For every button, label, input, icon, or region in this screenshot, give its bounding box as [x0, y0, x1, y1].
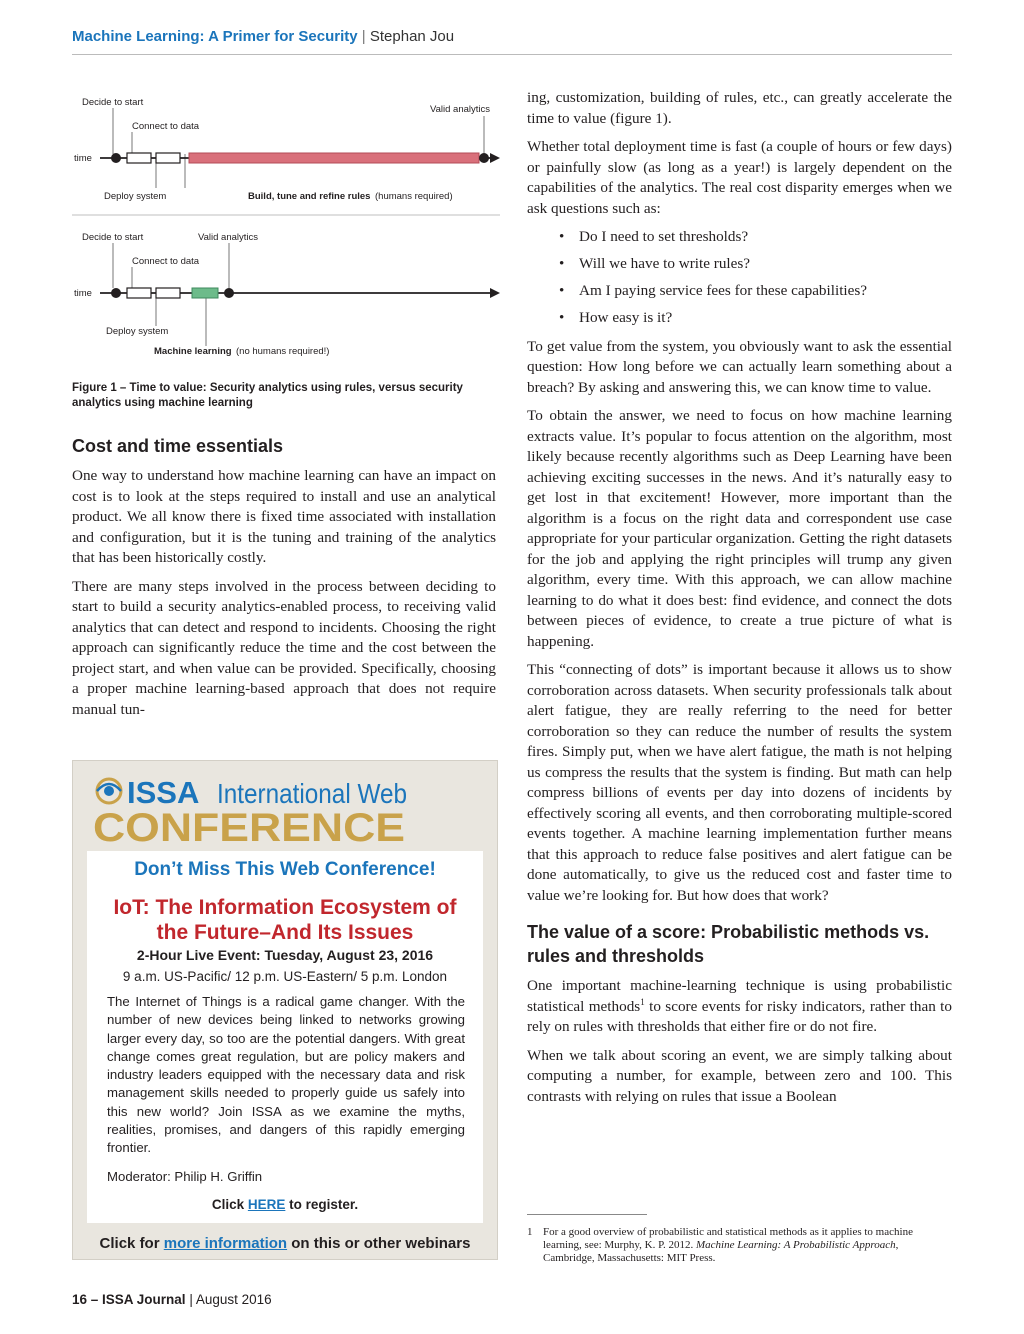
ad-panel [87, 851, 483, 1223]
more-information-link[interactable]: more information [163, 1235, 288, 1252]
top-valid-dot [479, 153, 489, 163]
ad-moderator: Moderator: Philip H. Griffin [107, 1169, 263, 1184]
figure-1 [72, 88, 502, 388]
list-item: • Do I need to set thresholds? [559, 227, 952, 248]
footer-date: August 2016 [195, 1292, 272, 1307]
section-heading-cost: Cost and time essentials [72, 436, 284, 456]
ad-event-times: 9 a.m. US-Pacific/ 12 p.m. US-Eastern/ 5 p.m. London [122, 969, 448, 984]
header-author: Stephan Jou [369, 28, 455, 45]
ad-description: The Internet of Things is a radical game changer. With the number of new devices being linked to networks growing larger every day, so too are the potential dangers. With great change comes great regulation, but are policy makers and industry leaders equipped with the necessary data and risk management skills needed to properly guide us safely into this new world? Join ISSA as we examine the myths, realities, promises, and dangers of this rapidly emerging frontier. [107, 994, 465, 1156]
section-heading-score: The value of a score: Probabilistic methods vs. rules and thresholds [527, 922, 930, 966]
top-connect-label: Connect to data [132, 121, 200, 132]
footnote-post: , Cambridge, Massachusetts: MIT Press. [543, 1239, 899, 1264]
footer-separator: | [189, 1292, 193, 1307]
footer-page: 16 – ISSA Journal [72, 1292, 186, 1307]
p6-pre: One important machine-learning technique is using probabilistic statistical methods [527, 977, 952, 1015]
figure-caption: Figure 1 – Time to value: Security analytics using rules, versus security analytics using machine learning [72, 382, 463, 409]
register-here-link[interactable]: HERE [247, 1197, 286, 1212]
left-paragraph-2: There are many steps involved in the process between deciding to start to build a security analytics-enabled process, to receiving valid analytics that can detect and respond to incidents. Choosing the right approach can significantly reduce the time and the cost between the project start, and when value can be provided. Specifically, choosing a proper machine learning-based approach that does not require manual tun- [72, 577, 496, 718]
footnote-ref: 1 [640, 996, 645, 1007]
bottom-ml-bar [192, 288, 218, 298]
bottom-start-dot [111, 288, 121, 298]
right-column [527, 88, 952, 1115]
bottom-connect-box [156, 288, 180, 298]
footnote-number: 1 [527, 1226, 533, 1238]
globe-icon [97, 779, 121, 803]
bottom-ml-label: Machine learning [154, 346, 232, 357]
top-decide-label: Decide to start [82, 97, 144, 108]
ad-register-pre: Click [211, 1197, 248, 1212]
footnote [527, 1226, 952, 1265]
header-separator: | [361, 28, 366, 45]
bottom-connect-label: Connect to data [132, 256, 200, 267]
logo-international-web: International Web [217, 778, 407, 809]
top-time-label: time [74, 153, 92, 164]
top-start-dot [111, 153, 121, 163]
footnote-text [543, 1226, 952, 1265]
ad-more-info-line [73, 1235, 497, 1252]
issa-conference-logo [91, 769, 491, 849]
top-deploy-box [127, 153, 151, 163]
top-deploy-label: Deploy system [104, 191, 167, 202]
right-paragraph-5: This “connecting of dots” is important because it allows us to show corroboration across datasets. When security professionals talk about alert fatigue, they are really referring to the need for better corroboration so they can reduce the number of results the system fires. Simply put, when we have alert fatigue, the math is not helping us compress the results that the system is finding. But math can help compress billions of events per day into dozens of incidents by effectively scoring all events, and then corroborating multiple-scored events together. A machine learning implementation further means that this approach to reduce false positives and alert fatigue can be done automatically, to give us the reduced cost and faster time to value we’re looking for. But how does that work? [527, 661, 952, 904]
right-paragraph-4: To obtain the answer, we need to focus on how machine learning extracts value. It’s popular to focus attention on the algorithm, most likely because recently algorithms such as Deep Learning have been achieving exciting successes in the news. And it’s naturally easy to get lost in that excitement! However, more important than the algorithm is a focus on the right data and correspondent use case appropriate for your particular organization. Getting the right datasets for the job and applying the right principles will trump any given algorithm, every time. With this approach, we can allow machine learning to do what it does best: find evidence, and connect the dots between pieces of evidence, to create a true picture of what is happening. [527, 407, 952, 650]
running-header [72, 28, 952, 45]
footnote-book-title: Machine Learning: A Probabilistic Approach [695, 1239, 896, 1251]
right-paragraph-7: When we talk about scoring an event, we are simply talking about computing a number, for example, between zero and 100. This contrasts with relying on rules that issue a Boolean [527, 1046, 952, 1105]
time-to-value-diagram [72, 88, 502, 388]
bottom-valid-dot [224, 288, 234, 298]
right-paragraph-1: ing, customization, building of rules, etc., can greatly accelerate the time to value (figure 1). [527, 89, 952, 127]
ad-event-date: 2-Hour Live Event: Tuesday, August 23, 2016 [136, 947, 434, 963]
bottom-nohumans-label: (no humans required!) [236, 346, 330, 357]
right-paragraph-6 [527, 976, 952, 1038]
logo-conference: CONFERENCE [93, 806, 405, 849]
right-paragraph-3: To get value from the system, you obviously want to ask the essential question: How long before we can actually learn something about a breach? By asking and answering this, we can know time to value. [527, 337, 952, 396]
top-build-label: Build, tune and refine rules [248, 191, 371, 202]
ad-more-post: on this or other webinars [287, 1235, 471, 1252]
top-valid-label: Valid analytics [430, 104, 491, 115]
bottom-decide-label: Decide to start [82, 232, 144, 243]
list-item: • How easy is it? [559, 308, 952, 329]
list-item: • Am I paying service fees for these capabilities? [559, 281, 952, 302]
footnote-pre: For a good overview of probabilistic and statistical methods as it applies to machine learning, see: Murphy, K. P. 2012. [543, 1226, 913, 1251]
top-connect-box [156, 153, 180, 163]
bottom-time-label: time [74, 288, 92, 299]
top-humans-label: (humans required) [375, 191, 453, 202]
left-column [72, 434, 496, 728]
page-footer [72, 1292, 272, 1307]
logo-issa: ISSA [127, 775, 200, 810]
ad-dont-miss: Don’t Miss This Web Conference! [134, 859, 436, 880]
top-axis-arrow [490, 153, 500, 163]
ad-register-post: to register. [285, 1197, 359, 1212]
question-list [527, 227, 952, 329]
bottom-valid-label: Valid analytics [198, 232, 259, 243]
header-rule [72, 54, 952, 55]
issa-web-conference-ad[interactable] [72, 760, 498, 1260]
list-item: • Will we have to write rules? [559, 254, 952, 275]
ad-register-line [87, 1197, 483, 1212]
footnote-rule [527, 1214, 647, 1215]
left-paragraph-1: One way to understand how machine learning can have an impact on cost is to look at the steps required to install and use an analytical product. We all know there is fixed time associated with installation and configuration, but it is the tuning and training of the analytics that has been historically costly. [72, 467, 496, 566]
top-rules-bar [189, 153, 479, 163]
bottom-axis-arrow [490, 288, 500, 298]
ad-event-title: IoT: The Information Ecosystem of the Future–And Its Issues [113, 896, 457, 944]
ad-more-pre: Click for [99, 1235, 164, 1252]
bottom-deploy-box [127, 288, 151, 298]
p6-post: to score events for risky indicators, rather than to rely on rules with thresholds that either fire or do not fire. [527, 997, 952, 1035]
bottom-deploy-label: Deploy system [106, 326, 169, 337]
header-title: Machine Learning: A Primer for Security [72, 28, 358, 45]
right-paragraph-2: Whether total deployment time is fast (a couple of hours or few days) or painfully slow (as long as a year!) is largely dependent on the capabilities of the analytics. The real cost disparity emerges when we ask questions such as: [527, 138, 952, 217]
